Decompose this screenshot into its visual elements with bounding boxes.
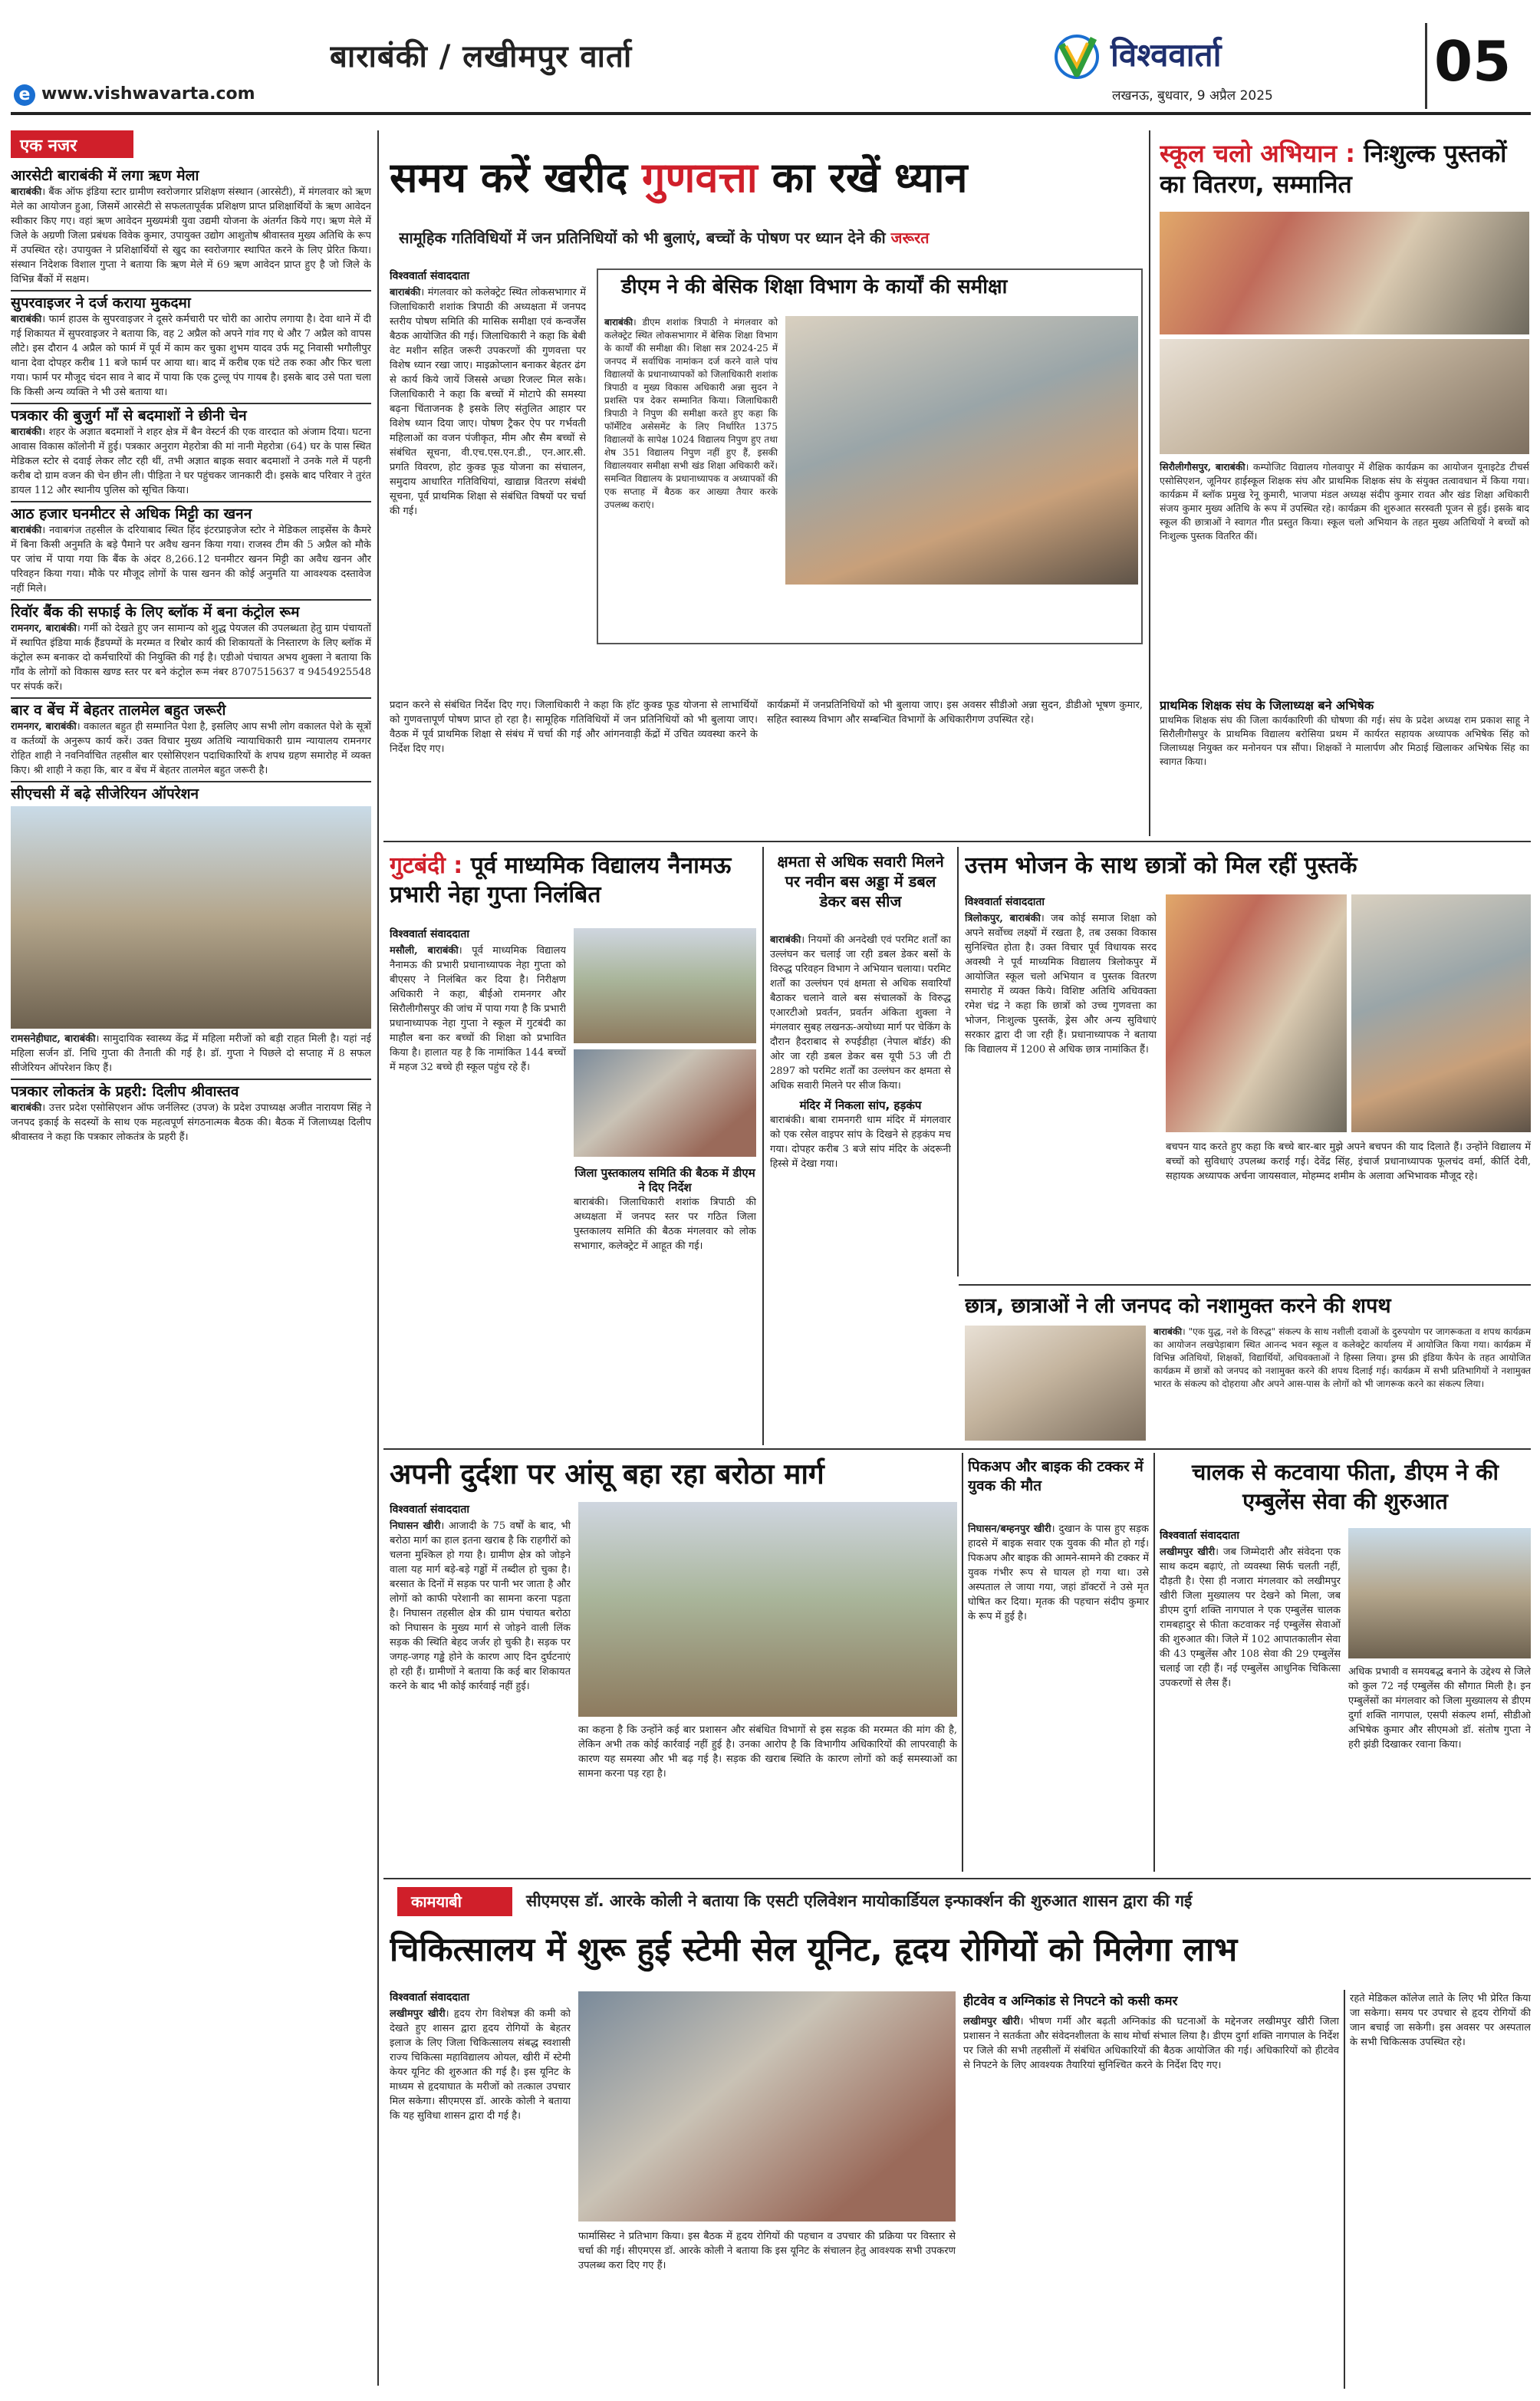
pickup-text-body: । दुखान के पास हुए सड़क हादसे में बाइक सवार एक युवक की मौत हो गई। पिकअप और बाइक की आमने-सामने की टक्कर में युवक गंभीर रूप से घायल हो गया था। उसे अस्पताल ले जाया गया, जहां डॉक्टरों ने उसे मृत घोषित कर दिया। मृतक की पहचान संदीप कुमार के रूप में हुई है।: [968, 1523, 1149, 1622]
edition-title: बाराबंकी / लखीमपुर वार्ता: [330, 39, 633, 74]
sidebar-item-title: पत्रकार लोकतंत्र के प्रहरी: दिलीप श्रीवास्तव: [11, 1079, 371, 1101]
gutbandi-story: [390, 851, 756, 1442]
school-photo-2: [1160, 339, 1529, 454]
nasha-headline: छात्र, छात्राओं ने ली जनपद को नशामुक्त करने की शपथ: [965, 1294, 1391, 1318]
sidebar-item-title: आरसेटी बाराबंकी में लगा ऋण मेला: [11, 167, 199, 184]
school-headline-text: निःशुल्क पुस्तकों का वितरण, सम्मानित: [1160, 139, 1507, 199]
gutbandi-headline-red: गुटबंदी :: [390, 852, 471, 879]
masthead: [0, 0, 1540, 114]
sidebar-item-title: रिवॉर बैंक की सफाई के लिए ब्लॉक में बना कंट्रोल रूम: [11, 599, 371, 621]
heatwave-headline: हीटवेव व अग्निकांड से निपटने को कसी कमर: [963, 1994, 1178, 2009]
sidebar-item-lead: बाराबंकी: [11, 427, 42, 438]
ambulance-text2: अधिक प्रभावी व समयबद्ध बनाने के उद्देश्य से जिले को कुल 72 नई एम्बुलेंस की सौगात मिली है। इन एम्बुलेंसों का मंगलवार को जिला मुख्यालय से डीएम दुर्गा शक्ति नागपाल, एसपी संकल्प शर्मा, सीडीओ अभिषेक कुमार और सीएमओ डॉ. संतोष गुप्ता ने हरी झंडी दिखाकर रवाना किया।: [1348, 1666, 1531, 1751]
nasha-text-body: । "एक युद्ध, नशे के विरुद्ध" संकल्प के साथ नशीली दवाओं के दुरुपयोग पर जागरूकता व शपथ कार्यक्रम का आयोजन लखपेड़ाबाग स्थित आनन्द भवन स्कूल व कलेक्ट्रेट कार्यालय में आयोजित किया गया। कार्यक्रम में विभिन्न अतिथियों, शिक्षकों, विद्यार्थियों, अधिवक्ताओं ने हिस्सा लिया। ड्रग्स फ्री इंडिया कैंपेन के तहत आयोजित कार्यक्रम में छात्रों को जनपद को नशामुक्त करने की शपथ दिलाई गई। कार्यक्रम में सभी प्रतिभागियों ने नशामुक्त भारत के संकल्प को दोहराया और अपने आस-पास के लोगों को भी जागरूक करने का संकल्प लिया।: [1153, 1326, 1531, 1389]
sidebar-item-text: । शहर के अज्ञात बदमाशों ने शहर क्षेत्र में बैन वेस्टर्न की एक वारदात को अंजाम दिया। घटना आवास विकास कॉलोनी में हुई। पत्रकार अनुराग मेहरोत्रा की मां नानी मेहरोत्रा (64) घर के पास स्थित मेडिकल स्टोर से दवाई लेकर लौट रही थीं, तभी अज्ञात बाइक सवार बदमाशों ने उनके गले में पहनी करीब दो ग्राम वजन की चेन छीन ली। पीड़िता ने घर पहुंचकर जानकारी दी। इसके बाद परिवार ने तुरंत डायल 112 और स्थानीय पुलिस को सूचित किया।: [11, 427, 371, 496]
bhojan-photo-2: [1351, 894, 1531, 1132]
main-headline-highlight: गुणवत्ता: [642, 153, 758, 202]
heatwave-lead: लखीमपुर खीरी: [963, 2016, 1020, 2027]
barotha-lead: निघासन खीरी: [390, 1520, 441, 1532]
main-headline: [390, 147, 1141, 209]
bus-text: [770, 933, 951, 1439]
sidebar-label: [11, 130, 133, 158]
dm-inset-photo: [785, 316, 1138, 585]
kamyabi-lead: लखीमपुर खीरी: [390, 2008, 446, 2020]
library-sub: [574, 1166, 756, 1442]
ambulance-text-body: । जब जिम्मेदारी और संवेदना एक साथ कदम बढ़ाएं, तो व्यवस्था सिर्फ चलती नहीं, दौड़ती है। ऐसा ही नजारा मंगलवार को लखीमपुर खीरी जिला मुख्यालय पर देखने को मिला, जब डीएम दुर्गा शक्ति नागपाल ने एक एम्बुलेंस चालक रामबहादुर से फीता कटवाकर नई एम्बुलेंस सेवाओं की शुरुआत की। जिले में 102 आपातकालीन सेवा की 43 एम्बुलेंस और 108 सेवा की 29 एम्बुलेंस चलाई जा रही हैं। नई एम्बुलेंस आधुनिक चिकित्सा उपकरणों से लैस हैं।: [1160, 1546, 1341, 1689]
web-e-icon: e: [14, 84, 35, 106]
pickup-text: [968, 1522, 1149, 1872]
sidebar-cesarean-photo: [11, 806, 371, 1029]
heatwave-story: [963, 1993, 1339, 2389]
vishwavarta-logo-icon: [1051, 31, 1104, 81]
header-rule: [11, 112, 1531, 115]
row-rule-1: [383, 841, 1531, 842]
gutbandi-text-body: । पूर्व माध्यमिक विद्यालय नैनामऊ की प्रभारी प्रधानाध्यापक नेहा गुप्ता को बीएसए ने निलंबित कर दिया है। निरीक्षण अधिकारी ने कहा, बीईओ रामनगर और सिरौलीगौसपुर की जांच में पाया गया है कि प्रभारी प्रधानाध्यापक नेहा गुप्ता ने स्कूल में गुटबंदी का माहौल बना कर बच्चों की शिक्षा को प्रभावित किया है। हालात यह है कि नामांकित 144 बच्चों में महज 32 बच्चे ही स्कूल पहुंच रहे हैं।: [390, 945, 566, 1073]
gutbandi-lead: मसौली, बाराबंकी: [390, 945, 459, 957]
school-text: [1160, 460, 1529, 690]
main-headline-part2: का रखें ध्यान: [757, 153, 968, 202]
sidebar-item-lead: रामसनेहीघाट, बाराबंकी: [11, 1033, 96, 1045]
ambulance-headline: चालक से कटवाया फीता, डीएम ने की एम्बुलेंस सेवा की शुरुआत: [1191, 1459, 1499, 1514]
kamyabi-photo: [578, 1991, 956, 2222]
snake-sub-text: बाराबंकी। बाबा रामनगरी धाम मंदिर में मंगलवार को एक रसेल वाइपर सांप के दिखने से हड़कंप मच गया। दोपहर करीब 3 बजे सांप मंदिर के अंदरूनी हिस्से में देखा गया।: [770, 1115, 951, 1170]
bhojan-text-2: [1166, 1140, 1531, 1278]
main-subheadline-part1: सामूहिक गतिविधियों में जन प्रतिनिधियों को भी बुलाएं, बच्चों के पोषण पर ध्यान देने की: [399, 229, 891, 247]
bus-lead: बाराबंकी: [770, 934, 801, 946]
sidebar-item: [11, 697, 371, 778]
main-headline-part1: समय करें खरीद: [390, 153, 642, 202]
dm-inset-text-box: [604, 316, 778, 615]
kamyabi-text3: रहते मेडिकल कॉलेज लाते के लिए भी प्रेरित किया जा सकेगा। समय पर उपचार से हृदय रोगियों की जान बचाई जा सकेगी। इस अवसर पर अस्पताल के सभी चिकित्सक उपस्थित रहे।: [1350, 1993, 1531, 2048]
sidebar-item: [11, 599, 371, 694]
sidebar-item-lead: बाराबंकी: [11, 314, 42, 325]
col-divider-main: [1149, 130, 1150, 836]
school-photo-1: [1160, 212, 1529, 334]
bhojan-headline: उत्तम भोजन के साथ छात्रों को मिल रहीं पुस्तकें: [965, 852, 1357, 879]
snake-sub-title: मंदिर में निकला सांप, हड़कंप: [799, 1098, 922, 1112]
sidebar-item-text: । उत्तर प्रदेश एसोसिएशन ऑफ जर्नलिस्ट (उपज) के प्रदेश उपाध्यक्ष अजीत नारायण सिंह ने जनपद इकाई के सदस्यों के साथ एक महत्वपूर्ण संगठनात्मक बैठक की। बैठक में जिलाध्यक्ष दिलीप श्रीवास्तव ने कहा कि पत्रकार लोकतंत्र के प्रहरी हैं।: [11, 1102, 371, 1143]
main-text-col1: । मंगलवार को कलेक्ट्रेट स्थित लोकसभागार में जिलाधिकारी शशांक त्रिपाठी की अध्यक्षता में जनपद स्तरीय पोषण समिति की मासिक समीक्षा एवं कन्वर्जेंस बैठक आयोजित की गई। जिलाधिकारी ने कहा कि बेबी वेट मशीन सहित जरूरी उपकरणों की गुणवत्ता पर विशेष ध्यान रखा जाए। माइक्रोप्लान बनाकर बेहतर ढंग से कार्य किये जायें जिससे अच्छा रिजल्ट मिल सके। जिलाधिकारी ने कहा कि बच्चों में मोटापे की समस्या बढ़ना चिंताजनक है इसके लिए संतुलित आहार पर विशेष ध्यान दिया जाए। पोषण ट्रैकर ऐप पर गर्भवती महिलाओं का वजन पंजीकृत, मीम और सैम बच्चों से संबंधित सूचना, वी.एच.एस.एन.डी., एन.आर.सी. प्रगति विवरण, होट कुक्ड फूड योजना का संचालन, समुदाय आधारित गतिविधियां, खाद्यान्न वितरण संबंधी सूचना, पूर्व प्राथमिक शिक्षा से संबंधित विषयों पर चर्चा की गई।: [390, 287, 586, 517]
byline: विश्ववार्ता संवाददाता: [390, 928, 470, 940]
col-divider-5: [1153, 1453, 1155, 1872]
nasha-photo: [965, 1326, 1146, 1441]
sidebar-item: [11, 781, 371, 1075]
bhojan-text: [965, 894, 1157, 1278]
main-story-col2: [390, 698, 758, 836]
school-sub-text: प्राथमिक शिक्षक संघ की जिला कार्यकारिणी की घोषणा की गई। संघ के प्रदेश अध्यक्ष राम प्रकाश साहू ने सिरौलीगौसपुर के प्राथमिक विद्यालय बरोसिया प्रथम में कार्यरत सहायक अध्यापक अभिषेक सिंह को जिलाध्यक्ष नियुक्त कर मनोनयन पत्र सौंपा। शिक्षकों ने मालार्पण और मिठाई खिलाकर अभिषेक सिंह का स्वागत किया।: [1160, 714, 1529, 767]
dm-inset: [597, 268, 1143, 644]
sidebar-item-text: । बैंक ऑफ इंडिया स्टार ग्रामीण स्वरोजगार प्रशिक्षण संस्थान (आरसेटी), में मंगलवार को ऋण मेले का आयोजन हुआ, जिसमें आरसेटी से सफलतापूर्वक प्रशिक्षण प्राप्त प्रशिक्षार्थियों के ऋण आवेदन स्वीकार किए गए। वहां ऋण आवेदन मुख्यमंत्री युवा उद्यमी योजना के अंतर्गत किये गए। ऋण मेले में जिले के अग्रणी जिला प्रबंधक विवेक कुमार, उपायुक्त उद्योग आशुतोष श्रीवास्तव मुख्य अतिथि के रूप में उपस्थित रहे। उपायुक्त ने प्रशिक्षार्थियों से खुद का स्वरोजगार स्थापित करने के लिए प्रेरित किया। संस्थान निदेशक विशाल गुप्ता ने बताया कि ऋण मेले में 69 ऋण आवेदन प्राप्त हुए है जो जिले के विभिन्न बैंकों में सक्षम।: [11, 186, 371, 285]
col-divider-2: [762, 847, 764, 1445]
barotha-road-photo: [578, 1502, 957, 1717]
barotha-story: [390, 1457, 957, 1872]
pickup-lead: निघासन/बम्हनपुर खीरी: [968, 1523, 1051, 1535]
sidebar-label-text: एक नजर: [20, 137, 77, 156]
kamyabi-text-3: [1350, 1991, 1531, 2389]
barotha-text: [390, 1502, 571, 1870]
main-text-col2: प्रदान करने से संबंधित निर्देश दिए गए। जिलाधिकारी ने कहा कि हॉट कुक्ड फूड योजना से लाभार्थियों को गुणवत्तापूर्ण पोषण प्राप्त हो रहा है। सामूहिक गतिविधियों में जन प्रतिनिधियों को भी बुलाया जाए। वैठक में पूर्व प्राथमिक शिक्षा से संबंध में चर्चा की गई और आंगनवाड़ी केंद्रों में उचित व्यवस्था करने के निर्देश दिए गए।: [390, 700, 758, 755]
main-subheadline-highlight: जरूरत: [890, 229, 930, 247]
pickup-story: [968, 1457, 1149, 1872]
ambulance-text: [1160, 1528, 1341, 1870]
byline: विश्ववार्ता संवाददाता: [390, 1504, 470, 1516]
kamyabi-text-2: [578, 2229, 956, 2389]
kamyabi-kicker: सीएमएस डॉ. आरके कोली ने बताया कि एसटी एलिवेशन मायोकार्डियल इन्फार्क्शन की शुरुआत शासन द्वारा की गई: [526, 1892, 1193, 1910]
col-divider-4: [962, 1453, 963, 1872]
page-number: 05: [1434, 29, 1512, 94]
school-sub-title: प्राथमिक शिक्षक संघ के जिलाध्यक्ष बने अभिषेक: [1160, 698, 1374, 713]
ambulance-lead: लखीमपुर खीरी: [1160, 1546, 1216, 1558]
bhojan-text2: बचपन याद करते हुए कहा कि बच्चे बार-बार मुझे अपने बचपन की याद दिलाते हैं। उन्होंने विद्यालय में बच्चों को सुविधाएं उपलब्ध कराई गई। देवेंद्र सिंह, इंचार्ज प्रधानाध्यापक फूलचंद वर्मा, कीर्ति देवी, सहायक अध्यापक अर्चना जायसवाल, मोहम्मद शमीम के अलावा अभिभावक मौजूद रहे।: [1166, 1141, 1531, 1182]
heatwave-text-body: । भीषण गर्मी और बढ़ती अग्निकांड की घटनाओं के मद्देनजर लखीमपुर खीरी जिला प्रशासन ने सतर्कता और संवेदनशीलता के साथ मोर्चा संभाल लिया है। डीएम दुर्गा शक्ति नागपाल के निर्देश पर जिले की सभी तहसीलों में संबंधित अधिकारियों की बैठक आयोजित की गई। अधिकारियों को हीटवेव से निपटने के लिए आवश्यक तैयारियां सुनिश्चित करने के निर्देश दिए गए।: [963, 2016, 1339, 2071]
byline: विश्ववार्ता संवाददाता: [965, 896, 1045, 908]
nasha-story: [965, 1293, 1531, 1444]
row-rule-3: [383, 1448, 1531, 1450]
sidebar-item-text: । गर्मी को देखते हुए जन सामान्य को शुद्ध पेयजल की उपलब्धता हेतु ग्राम पंचायतों में स्थापित इंडिया मार्क हैंडपम्पों के मरम्मत व रिबोर कार्य की शिकायतों के निस्तारण के लिए ब्लॉक में कंट्रोल रूम बनाकर दो कर्मचारियों की नियुक्ति की गई है। एडीओ पंचायत अभय शुक्ला ने बताया कि गाँव के लोगों को विकास खण्ड स्तर पर बने कंट्रोल रूम नंबर 8707515637 व 9454925548 पर संपर्क करें।: [11, 623, 371, 693]
barotha-headline: अपनी दुर्दशा पर आंसू बहा रहा बरोठा मार्ग: [390, 1457, 824, 1490]
library-meeting-photo: [574, 1049, 756, 1157]
gutbandi-text: [390, 927, 566, 1441]
sidebar-items: [11, 161, 371, 1148]
sidebar-item: [11, 1079, 371, 1145]
kamyabi-text2: फार्मासिस्ट ने प्रतिभाग किया। इस बैठक में हृदय रोगियों की पहचान व उपचार की प्रक्रिया पर विस्तार से चर्चा की गई। सीएमएस डॉ. आरके कोली ने बताया कि इस यूनिट के संचालन हेतु आवश्यक सभी उपकरण उपलब्ध करा दिए गए हैं।: [578, 2231, 956, 2271]
dm-inset-text: । डीएम शशांक त्रिपाठी ने मंगलवार को कलेक्ट्रेट स्थित लोकसभागार में बेसिक शिक्षा विभाग के कार्यों की समीक्षा की। शिक्षा सत्र 2024-25 में जनपद में सर्वाधिक नामांकन दर्ज करने वाले पांच विद्यालयों के प्रधानाध्यापकों को जिलाधिकारी शशांक त्रिपाठी व मुख्य विकास अधिकारी अन्ना सुदन ने प्रशस्ति पत्र देकर सम्मानित किया। जिलाधिकारी त्रिपाठी ने निपुण की समीक्षा करते हुए कहा कि फॉर्मेटिव असेसमेंट के लिए निर्धारित 1375 विद्यालयों के सापेक्ष 1024 विद्यालय निपुण हुए तथा शेष 351 विद्यालय निपुण नहीं हुए हैं, इसकी विद्यालयवार समीक्षा सभी खंड शिक्षा अधिकारी करें। समन्वित विद्यालय के प्रधानाध्यापक व अध्यापकों की एक सप्ताह में बैठक कर आख्या तैयार करके उपलब्ध कराएं।: [604, 317, 778, 510]
sidebar-item-lead: बाराबंकी: [11, 186, 42, 198]
school-text-body: । कम्पोजिट विद्यालय गोलवापुर में शैक्षिक कार्यक्रम का आयोजन यूनाइटेड टीचर्स एसोसिएशन, जूनियर हाईस्कूल शिक्षक संघ और प्राथमिक शिक्षक संघ के संयुक्त तत्वावधान में किया गया। कार्यक्रम में ब्लॉक प्रमुख रेनू कुमारी, भाजपा मंडल अध्यक्ष संदीप कुमार रावत और खंड शिक्षा अधिकारी संजय कुमार मुख्य अतिथि के रूप में उपस्थित रहे। कार्यक्रम की शुरुआत सरस्वती पूजन से हुई। इसके बाद स्कूल की छात्राओं ने स्वागत गीत प्रस्तुत किया। स्कूल चलो अभियान के तहत मुख्य अतिथियों ने बच्चों को निःशुल्क पुस्तक वितरित कीं।: [1160, 461, 1529, 542]
ambulance-story: [1160, 1457, 1531, 1872]
sidebar: [11, 130, 371, 2386]
barotha-text2: का कहना है कि उन्होंने कई बार प्रशासन और संबंधित विभागों से इस सड़क की मरम्मत की मांग की है, लेकिन अभी तक कोई कार्रवाई नहीं हुई है। उनका आरोप है कि विभागीय अधिकारियों की लापरवाही के कारण यह समस्या और भी बढ़ गई है। सड़क की खराब स्थिति के कारण लोगों को कई समस्याओं का सामना करना पड़ रहा है।: [578, 1724, 957, 1780]
kamyabi-label-text: कामयाबी: [411, 1892, 462, 1911]
sidebar-item-lead: रामनगर, बाराबंकी: [11, 623, 77, 634]
sidebar-divider: [377, 130, 379, 2386]
library-sub-title: जिला पुस्तकालय समिति की बैठक में डीएम ने दिए निर्देश: [574, 1166, 755, 1194]
gutbandi-headline: [390, 851, 756, 910]
header-divider: [1425, 23, 1427, 109]
gutbandi-headline-text: पूर्व माध्यमिक विद्यालय नैनामऊ प्रभारी नेहा गुप्ता निलंबित: [390, 852, 732, 908]
main-subheadline: [399, 227, 1143, 255]
sidebar-item-title: सुपरवाइजर ने दर्ज कराया मुकदमा: [11, 290, 371, 312]
sidebar-item: [11, 501, 371, 596]
row-rule-4: [383, 1878, 1531, 1879]
school-sub: [1160, 698, 1529, 836]
sidebar-item-text: । सामुदायिक स्वास्थ्य केंद्र में महिला मरीजों को बड़ी राहत मिली है। यहां नई महिला सर्जन डॉ. निधि गुप्ता की तैनाती की गई है। डॉ. गुप्ता ने पिछले दो सप्ताह में 8 सफल सीजेरियन ऑपरेशन किए हैं।: [11, 1033, 371, 1074]
gutbandi-school-photo: [574, 928, 756, 1043]
bus-story: [770, 851, 951, 1442]
sidebar-item: [11, 290, 371, 400]
kamyabi-text-body: । हृदय रोग विशेषज्ञ की कमी को देखते हुए शासन द्वारा हृदय रोगियों के बेहतर इलाज के लिए जिला चिकित्सालय संबद्ध स्वशासी राज्य चिकित्सा महाविद्यालय ओयल, खीरी में स्टेमी केयर यूनिट की शुरुआत की गई है। इस यूनिट के माध्यम से हृदयाघात के मरीजों को तत्काल उपचार मिल सकेगा। सीएमएस डॉ. आरके कोली ने बताया कि यह सुविधा शासन द्वारा दी गई है।: [390, 2008, 571, 2122]
dm-inset-headline: डीएम ने की बेसिक शिक्षा विभाग के कार्यों की समीक्षा: [621, 275, 1008, 298]
ambulance-text-2: [1348, 1665, 1531, 1870]
nasha-lead: बाराबंकी: [1153, 1326, 1183, 1337]
bhojan-story: [965, 851, 1531, 1281]
sidebar-item-title: सीएचसी में बढ़े सीजेरियन ऑपरेशन: [11, 781, 371, 803]
bhojan-text-body: । जब कोई समाज शिक्षा को अपने सर्वोच्च लक्ष्यों में रखता है, तब उसका विकास सुनिश्चित होता है। उक्त विचार पूर्व विधायक सरद अवस्थी ने पूर्व माध्यमिक विद्यालय त्रिलोकपुर में आयोजित स्कूल चलो अभियान व पुस्तक वितरण समारोह में व्यक्त किये। विशिष्ट अतिथि अधिवक्ता रमेश चंद्र ने कहा कि छात्रों को उच्च गुणवत्ता का भोजन, निःशुल्क पुस्तकें, ड्रेस और अन्य सुविधाएं सरकार द्वारा दी जा रही हैं। प्रधानाध्यापक ने बताया कि विद्यालय में 1200 से अधिक छात्र नामांकित हैं।: [965, 913, 1157, 1056]
byline: विश्ववार्ता संवाददाता: [1160, 1530, 1240, 1542]
bhojan-lead: त्रिलोकपुर, बाराबंकी: [965, 913, 1041, 924]
main-story-col3: [767, 698, 1143, 836]
school-story: [1160, 138, 1529, 836]
sidebar-item-text: । वकालत बहुत ही सम्मानित पेशा है, इसलिए आप सभी लोग वकालत पेशे के सूत्रों व कर्तव्यों के अनुरूप कार्य करें। उक्त विचार मुख्य अतिथि न्यायाधिकारी ग्राम न्यायालय रामनगर रोहित शाही ने नवनिर्वाचित तहसील बार एसोसिएशन पदाधिकारियों के शपथ ग्रहण समारोह में व्यक्त किए। श्री शाही ने कहा कि, बार व बेंच में बेहतर तालमेल बहुत जरूरी है।: [11, 721, 371, 776]
barotha-text-body: । आजादी के 75 वर्षों के बाद, भी बरोठा मार्ग का हाल इतना खराब है कि राहगीरों को चलना मुश्किल हो गया है। ग्रामीण क्षेत्र को जोड़ने वाला यह मार्ग बड़े-बड़े गड्ढों में तब्दील हो चुका है। बरसात के दिनों में सड़क पर पानी भर जाता है और लोगों को काफी परेशानी का सामना करना पड़ता है। निघासन तहसील क्षेत्र की ग्राम पंचायत बरोठा को निघासन के मुख्य मार्ग से जोड़ने वाली लिंक सड़क की स्थिति बेहद जर्जर हो चुकी है। सड़क पर जगह-जगह गड्ढे होने के कारण आए दिन दुर्घटनाएं हो रही हैं। ग्रामीणों ने बताया कि कई बार शिकायत करने के बाद भी कोई कार्रवाई नहीं हुई।: [390, 1520, 571, 1692]
kamyabi-text: [390, 1990, 571, 2389]
logo-text: विश्ववार्ता: [1111, 36, 1222, 74]
sidebar-item: [11, 164, 371, 287]
school-lead: सिरौलीगौसपुर, बाराबंकी: [1160, 461, 1245, 473]
nasha-text: [1153, 1326, 1531, 1444]
pickup-headline: पिकअप और बाइक की टक्कर में युवक की मौत: [968, 1458, 1143, 1494]
website-row[interactable]: [14, 83, 336, 110]
logo: [1051, 31, 1411, 84]
sidebar-item-title: पत्रकार की बुजुर्ग माँ से बदमाशों ने छीनी चेन: [11, 403, 371, 425]
main-story-col1: [390, 268, 586, 698]
dm-inset-lead: बाराबंकी: [604, 317, 633, 328]
sidebar-item-title: आठ हजार घनमीटर से अधिक मिट्टी का खनन: [11, 501, 371, 523]
bus-headline: क्षमता से अधिक सवारी मिलने पर नवीन बस अड्डा में डबल डेकर बस सीज: [777, 852, 944, 911]
sidebar-item: [11, 403, 371, 498]
col-divider-6: [1344, 1990, 1345, 2389]
byline: विश्ववार्ता संवाददाता: [390, 270, 470, 282]
dateline: लखनऊ, बुधवार, 9 अप्रैल 2025: [1112, 88, 1273, 104]
barotha-text-2: [578, 1723, 957, 1872]
ambulance-photo: [1348, 1528, 1531, 1658]
byline: विश्ववार्ता संवाददाता: [390, 1991, 470, 2004]
library-sub-text: बाराबंकी। जिलाधिकारी शशांक त्रिपाठी की अध्यक्षता में जनपद स्तर पर गठित जिला पुस्तकालय समिति की बैठक मंगलवार को लोक सभागार, कलेक्ट्रेट में आहूत की गई।: [574, 1197, 756, 1252]
bus-text-body: । नियमों की अनदेखी एवं परमिट शर्तों का उल्लंघन कर चलाई जा रही डबल डेकर बसों के विरुद्ध परिवहन विभाग ने अभियान चलाया। परमिट शर्तों का उल्लंघन एवं क्षमता से अधिक सवारियाँ बैठाकर चलाने वाले बस संचालकों के विरुद्ध एआरटीओ प्रवर्तन, प्रवर्तन अंकिता शुक्ला ने मंगलवार सुबह लखनऊ-अयोध्या मार्ग पर चेकिंग के दौरान हैदराबाद से रुपईडीहा (नेपाल बॉर्डर) की ओर जा रही डबल डेकर बस यूपी 53 जी टी 2897 को परमिट शर्तों का उल्लंघन कर क्षमता से अधिक सवारी मिलने पर सीज किया।: [770, 934, 951, 1092]
sidebar-item-lead: बाराबंकी: [11, 1102, 42, 1114]
sidebar-item-title: बार व बेंच में बेहतर तालमेल बहुत जरूरी: [11, 697, 371, 720]
kamyabi-headline: चिकित्सालय में शुरू हुई स्टेमी सेल यूनिट, हृदय रोगियों को मिलेगा लाभ: [390, 1931, 1238, 1969]
main-lead: बाराबंकी: [390, 287, 421, 298]
kamyabi-kicker-row: [390, 1886, 1531, 1919]
sidebar-item-lead: बाराबंकी: [11, 525, 42, 536]
school-headline: [1160, 138, 1529, 199]
website-link[interactable]: www.vishwavarta.com: [41, 84, 255, 104]
sidebar-item-text: । नवाबगंज तहसील के दरियाबाद स्थित हिंद इंटरप्राइजेज स्टोर ने मेडिकल लाइसेंस के कैमरे में बिना किसी अनुमति के बड़े पैमाने पर अवैध खनन किया गया। राजस्व टीम की 5 अप्रैल को मौके पर जांच में पाया गया कि बैंक के अंदर 8,266.12 घनमीटर खनन मिट्टी का अवैध खनन और परिवहन किया गया। मौके पर मौजूद लोगों के पास खनन की कोई अनुमति या आवश्यक दस्तावेज नहीं मिले।: [11, 525, 371, 594]
main-text-col3: कार्यक्रमों में जनप्रतिनिधियों को भी बुलाया जाए। इस अवसर सीडीओ अन्ना सुदन, डीडीओ भूषण कुमार, सहित स्वास्थ्य विभाग और सम्बन्धित विभागों के अधिकारीगण उपस्थित रहे।: [767, 700, 1143, 726]
school-headline-red: स्कूल चलो अभियान :: [1160, 139, 1364, 168]
sidebar-item-lead: रामनगर, बाराबंकी: [11, 721, 77, 733]
row-rule-2: [959, 1284, 1531, 1286]
sidebar-item-text: । फार्म हाउस के सुपरवाइजर ने दूसरे कर्मचारी पर चोरी का आरोप लगाया है। देवा थाने में दी गई शिकायत में सुपरवाइजर ने बताया कि, वह 2 अप्रैल को अपने गांव गए थे और 7 अप्रैल को वापस लौटे। इस दौरान 4 अप्रैल को फार्म में पूर्व में काम कर चुका शुभम यादव उर्फ मटू निवासी भगौलीपुर थाना देवा दोपहर करीब 11 बजे फार्म पर आया था। बाद में करीब एक घंटे तक रुका और फिर चला गया। फार्म पर मौजूद चंदन साव ने बाद में पाया कि एक टुल्लू पंप गायब है। इसके बाद उसे पता चला कि किसी अन्य व्यक्ति ने भी उसे बताया था।: [11, 314, 371, 398]
bhojan-photo-1: [1166, 894, 1347, 1132]
col-divider-3: [957, 847, 959, 1276]
kamyabi-label: [397, 1887, 512, 1916]
